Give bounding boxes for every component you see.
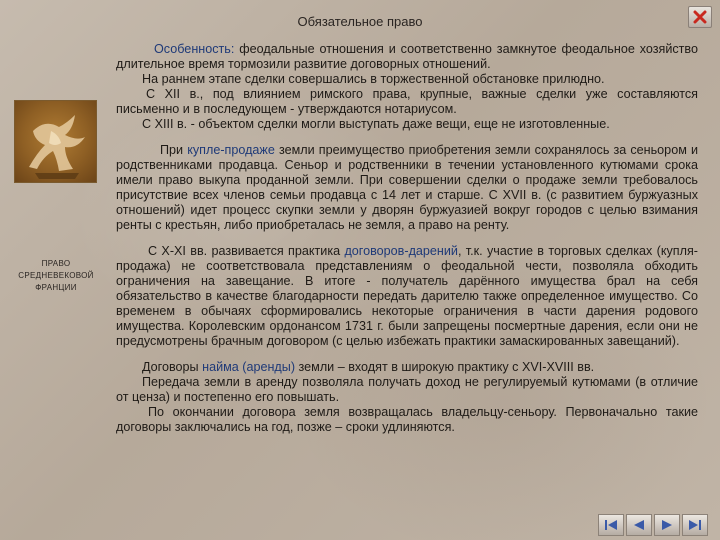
statue-illustration [14,100,97,183]
paragraph-13th-century: С XIII в. - объектом сделки могли выступать даже вещи, еще не изготовленные. [142,117,610,131]
paragraph-gift [116,244,698,349]
last-slide-icon [687,518,703,532]
paragraph-lease-lead: Договоры [142,360,203,374]
close-button[interactable] [688,6,712,28]
paragraph-lease-income: Передача земли в аренду позволяла получать доход не регулируемый кутюмами (в отличие от ценза) и постепенно его повышать. [116,375,698,404]
prev-slide-button[interactable] [626,514,652,536]
term-lease: найма (аренды) [202,360,296,374]
paragraph-feature [116,42,698,72]
caption-line-2: СРЕДНЕВЕКОВОЙ [18,271,94,280]
last-slide-button[interactable] [682,514,708,536]
caption-line-3: ФРАНЦИИ [35,283,77,292]
slide-navigation [598,514,708,536]
caption-line-1: ПРАВО [41,259,71,268]
next-slide-button[interactable] [654,514,680,536]
paragraph-sale-text: земли преимущество приобретения земли сохранялось за сеньором и родственниками продавца. Сеньор и родственники в течении установленного кутюмами срока имели право выкупа проданной земли. При совершении сделки о продаже земли требовалось присутствие всех членов семьи продавца с 14 лет и старше. С XVII в. (с развитием буржуазных отношений) идет процесс скупки земли у дворян буржуазией вокруг городов с целью взимания ренты с крестьян, либо приобреталась не земля, а право на ренту. [116,143,698,232]
paragraph-lease-end: По окончании договора земля возвращалась владельцу-сеньору. Первоначально такие договоры заключались на год, позже – сроки удлиняются. [116,405,698,434]
paragraph-lease-text: земли – входят в широкую практику с XVI-XVIII вв. [295,360,595,374]
sidebar-caption [4,258,108,294]
first-slide-button[interactable] [598,514,624,536]
paragraph-gift-text: , т.к. участие в торговых сделках (купля-продажа) не соответствовала представлениям о феодальной чести, позволяла обходить ограничения на завещание. В итоге - получатель дарённого имущества брал на себя обязательство в качестве благодарности передать дарителю также определенное имущество. Со временем в обычаях сформировались некоторые ограничения в части дарения родового имущества. Королевским ордонансом 1731 г. были запрещены посмертные дарения, если они не предусмотрены брачным договором (с целью избежать практики замаскированных завещаний). [116,244,698,348]
term-feature: Особенность: [154,42,235,56]
paragraph-sale-lead: При [160,143,188,157]
term-sale: купле-продаже [187,143,275,157]
next-slide-icon [659,518,675,532]
paragraph-lease [116,360,698,375]
first-slide-icon [603,518,619,532]
main-text [116,42,698,435]
paragraph-early-stage: На раннем этапе сделки совершались в торжественной обстановке прилюдно. [142,72,605,86]
term-gift: договоров-дарений [344,244,458,258]
paragraph-feature-text: феодальные отношения и соответственно замкнутое феодальное хозяйство длительное время тормозили развитие договорных отношений. [116,42,698,71]
figure-silhouette-icon [15,101,98,184]
page-title: Обязательное право [297,14,423,29]
prev-slide-icon [631,518,647,532]
paragraph-gift-lead: С X-XI вв. развивается практика [148,244,345,258]
close-x-icon [693,10,707,24]
paragraph-12th-century: С XII в., под влиянием римского права, крупные, важные сделки уже составляются письменно и в последующем - утверждаются нотариусом. [116,87,698,116]
paragraph-sale [116,143,698,233]
